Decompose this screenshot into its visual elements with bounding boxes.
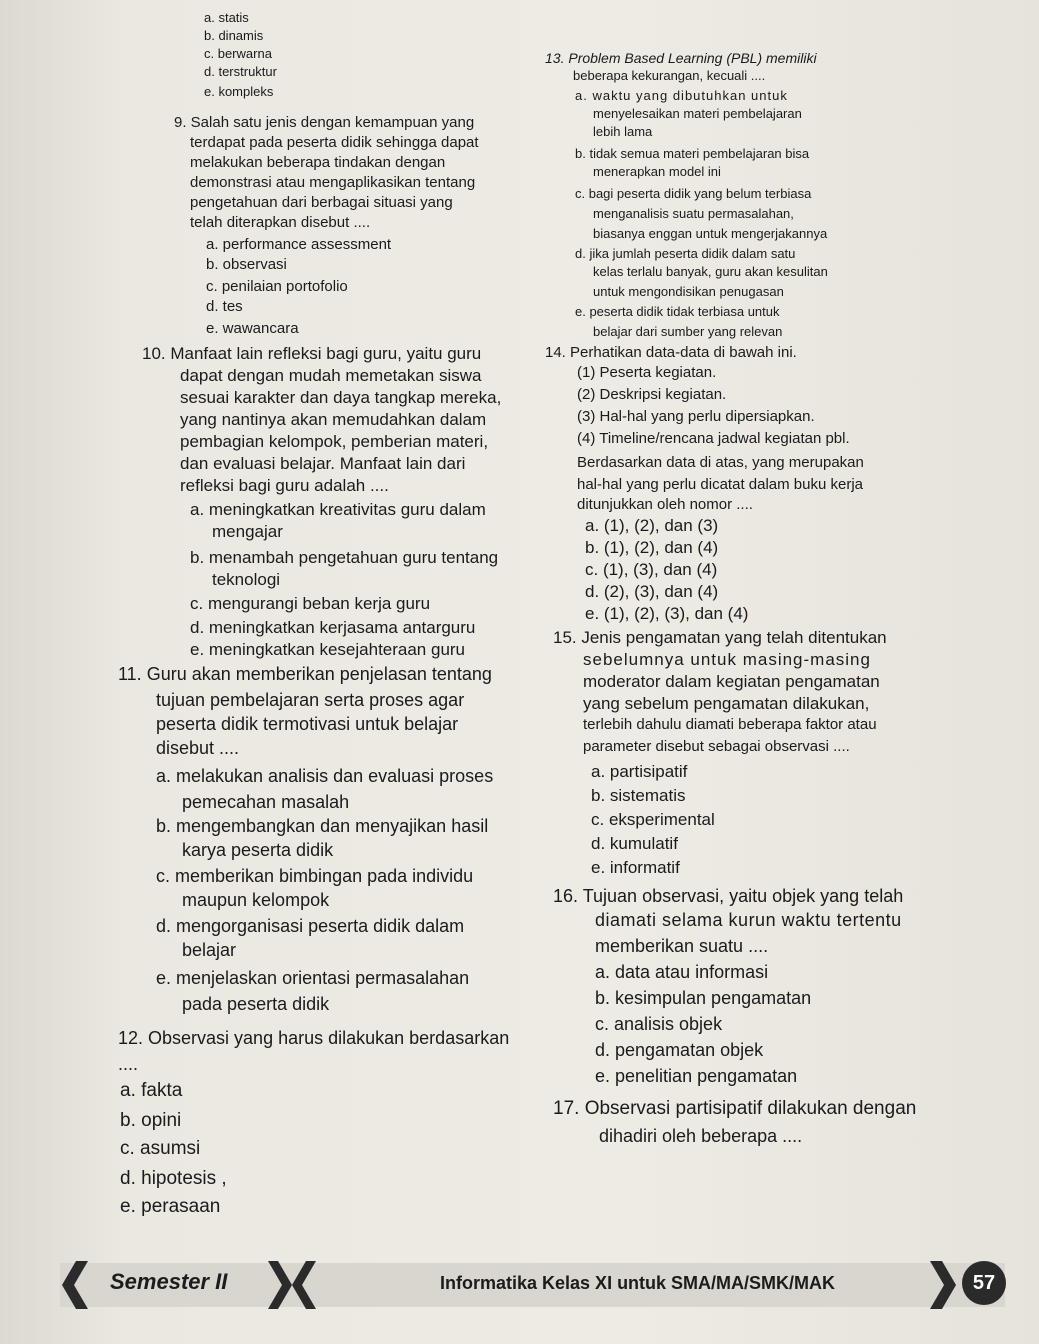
question-17-text: 17. Observasi partisipatif dilakukan dengan [553, 1098, 917, 1119]
question-10-option: e. meningkatkan kesejahteraan guru [190, 640, 466, 659]
question-16-option: b. kesimpulan pengamatan [595, 988, 812, 1008]
question-10-option: b. menambah pengetahuan guru tentang [190, 548, 499, 567]
chevron-double-icon [268, 1261, 316, 1309]
question-12-option: c. asumsi [120, 1138, 201, 1159]
question-15-option: c. eksperimental [591, 810, 715, 829]
question-14-option: c. (1), (3), dan (4) [585, 560, 718, 579]
question-13-option: b. tidak semua materi pembelajaran bisa [575, 146, 810, 161]
question-13-option: a. waktu yang dibutuhkan untuk [575, 88, 788, 103]
question-14-option: d. (2), (3), dan (4) [585, 582, 719, 601]
question-9-text: melakukan beberapa tindakan dengan [190, 154, 446, 171]
page-number: 57 [962, 1261, 1006, 1305]
question-15-text: sebelumnya untuk masing-masing [583, 650, 871, 669]
question-11-option: maupun kelompok [182, 890, 330, 910]
question-14-text: hal-hal yang perlu dicatat dalam buku kerja [577, 476, 864, 493]
question-13-option: untuk mengondisikan penugasan [593, 284, 784, 299]
question-11-text: disebut .... [156, 738, 240, 758]
question-14-text: (2) Deskripsi kegiatan. [577, 386, 727, 403]
question-14-text: (1) Peserta kegiatan. [577, 364, 717, 381]
question-11-text: 11. Guru akan memberikan penjelasan tentang [118, 664, 492, 684]
question-10-option: a. meningkatkan kreativitas guru dalam [190, 500, 486, 519]
question-16-option: e. penelitian pengamatan [595, 1066, 798, 1086]
option: e. kompleks [204, 84, 274, 99]
question-12-option: e. perasaan [120, 1196, 221, 1217]
question-13-option: biasanya enggan untuk mengerjakannya [593, 226, 828, 241]
question-16-option: c. analisis objek [595, 1014, 723, 1034]
question-11-option: d. mengorganisasi peserta didik dalam [156, 916, 465, 936]
question-9-text: telah diterapkan disebut .... [190, 214, 371, 231]
question-10-option: teknologi [212, 570, 281, 589]
question-15-option: a. partisipatif [591, 762, 688, 781]
question-15-option: b. sistematis [591, 786, 686, 805]
question-9-text: 9. Salah satu jenis dengan kemampuan yang [174, 114, 475, 131]
question-12-option: a. fakta [120, 1080, 183, 1101]
question-11-option: pada peserta didik [182, 994, 330, 1014]
question-10-text: 10. Manfaat lain refleksi bagi guru, yaitu guru [142, 344, 482, 363]
chevron-right-icon [930, 1261, 956, 1309]
question-13-option: c. bagi peserta didik yang belum terbiasa [575, 186, 812, 201]
question-11-text: peserta didik termotivasi untuk belajar [156, 714, 459, 734]
question-10-text: yang nantinya akan memudahkan dalam [180, 410, 487, 429]
question-16-option: a. data atau informasi [595, 962, 769, 982]
question-16-text: memberikan suatu .... [595, 936, 769, 956]
question-11-option: pemecahan masalah [182, 792, 350, 812]
question-14-option: b. (1), (2), dan (4) [585, 538, 719, 557]
question-10-option: mengajar [212, 522, 283, 541]
question-15-text: moderator dalam kegiatan pengamatan [583, 672, 880, 691]
question-9-text: demonstrasi atau mengaplikasikan tentang [190, 174, 476, 191]
question-10-option: c. mengurangi beban kerja guru [190, 594, 431, 613]
option: c. berwarna [204, 46, 272, 61]
page-footer [0, 1255, 1039, 1315]
question-13-option: d. jika jumlah peserta didik dalam satu [575, 246, 796, 261]
question-14-option: e. (1), (2), (3), dan (4) [585, 604, 749, 623]
question-13-text: 13. Problem Based Learning (PBL) memiliki [545, 50, 817, 66]
question-15-text: 15. Jenis pengamatan yang telah ditentukan [553, 628, 887, 647]
question-11-option: b. mengembangkan dan menyajikan hasil [156, 816, 489, 836]
question-13-option: menganalisis suatu permasalahan, [593, 206, 794, 221]
question-15-text: parameter disebut sebagai observasi .... [583, 738, 850, 755]
question-9-option: a. performance assessment [206, 236, 392, 253]
question-14-option: a. (1), (2), dan (3) [585, 516, 719, 535]
option: d. terstruktur [204, 64, 277, 79]
question-13-option: e. peserta didik tidak terbiasa untuk [575, 304, 780, 319]
question-13-option: menyelesaikan materi pembelajaran [593, 106, 802, 121]
question-13-option: kelas terlalu banyak, guru akan kesulitan [593, 264, 828, 279]
footer-book-title: Informatika Kelas XI untuk SMA/MA/SMK/MAK [440, 1273, 836, 1293]
footer-semester: Semester II [110, 1269, 228, 1294]
option: a. statis [204, 10, 249, 25]
question-11-option: c. memberikan bimbingan pada individu [156, 866, 474, 886]
question-14-text: 14. Perhatikan data-data di bawah ini. [545, 344, 797, 361]
question-13-option: belajar dari sumber yang relevan [593, 324, 783, 339]
question-14-text: (3) Hal-hal yang perlu dipersiapkan. [577, 408, 815, 425]
question-12-text: .... [118, 1054, 139, 1074]
question-15-text: yang sebelum pengamatan dilakukan, [583, 694, 870, 713]
question-9-text: terdapat pada peserta didik sehingga dapat [190, 134, 479, 151]
question-9-option: b. observasi [206, 256, 287, 273]
question-11-option: belajar [182, 940, 237, 960]
question-10-text: dan evaluasi belajar. Manfaat lain dari [180, 454, 466, 473]
question-14-text: (4) Timeline/rencana jadwal kegiatan pbl. [577, 430, 850, 447]
question-12-option: b. opini [120, 1110, 182, 1131]
question-11-option: karya peserta didik [182, 840, 334, 860]
question-10-text: dapat dengan mudah memetakan siswa [180, 366, 482, 385]
question-15-option: d. kumulatif [591, 834, 678, 853]
question-11-option: e. menjelaskan orientasi permasalahan [156, 968, 470, 988]
question-9-option: e. wawancara [206, 320, 299, 337]
chevron-left-icon [62, 1261, 88, 1309]
question-12-option: d. hipotesis , [120, 1168, 227, 1189]
question-14-text: Berdasarkan data di atas, yang merupakan [577, 454, 864, 471]
question-16-text: 16. Tujuan observasi, yaitu objek yang telah [553, 886, 904, 906]
question-10-text: pembagian kelompok, pemberian materi, [180, 432, 489, 451]
question-13-option: lebih lama [593, 124, 653, 139]
question-17-text: dihadiri oleh beberapa .... [599, 1126, 803, 1146]
question-15-option: e. informatif [591, 858, 680, 877]
question-9-option: c. penilaian portofolio [206, 278, 348, 295]
question-16-text: diamati selama kurun waktu tertentu [595, 910, 902, 930]
question-12-text: 12. Observasi yang harus dilakukan berdasarkan [118, 1028, 510, 1048]
question-9-text: pengetahuan dari berbagai situasi yang [190, 194, 453, 211]
question-13-option: menerapkan model ini [593, 164, 721, 179]
question-11-text: tujuan pembelajaran serta proses agar [156, 690, 465, 710]
option: b. dinamis [204, 28, 264, 43]
question-10-text: refleksi bagi guru adalah .... [180, 476, 389, 495]
question-13-text: beberapa kekurangan, kecuali .... [573, 68, 766, 83]
question-10-text: sesuai karakter dan daya tangkap mereka, [180, 388, 502, 407]
question-14-text: ditunjukkan oleh nomor .... [577, 496, 753, 513]
question-16-option: d. pengamatan objek [595, 1040, 764, 1060]
question-11-option: a. melakukan analisis dan evaluasi proses [156, 766, 494, 786]
question-9-option: d. tes [206, 298, 243, 315]
question-10-option: d. meningkatkan kerjasama antarguru [190, 618, 476, 637]
question-15-text: terlebih dahulu diamati beberapa faktor atau [583, 716, 877, 733]
